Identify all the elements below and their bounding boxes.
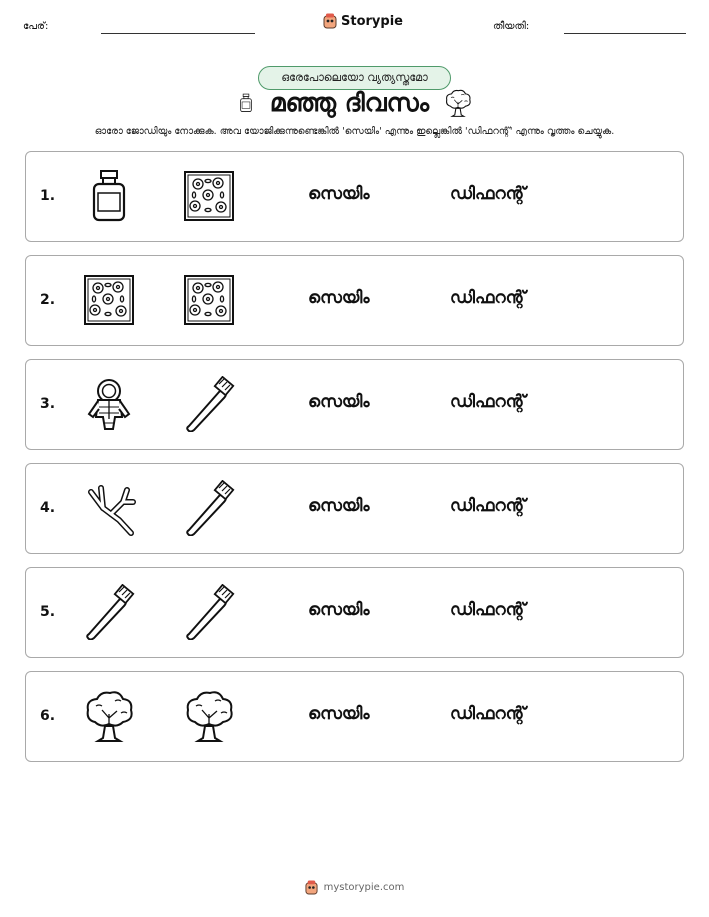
toothbrush-icon: [81, 584, 137, 640]
date-field[interactable]: [564, 33, 686, 34]
worksheet-type-badge: ഒരേപോലെയോ വ്യത്യസ്തമോ: [258, 66, 451, 90]
question-number: 2.: [40, 292, 56, 308]
bottle-icon: [236, 92, 256, 114]
brand-name: Storypie: [341, 13, 403, 29]
different-option[interactable]: ഡിഫറന്റ്: [450, 496, 526, 516]
different-option[interactable]: ഡിഫറന്റ്: [450, 288, 526, 308]
instructions: ഓരോ ജോഡിയും നോക്കുക. അവ യോജിക്കുന്നുണ്ടെങ്കിൽ 'സെയിം' എന്നും ഇല്ലെങ്കിൽ 'ഡിഫറന്റ്' എന്നും വൃത്തം ചെയ്യുക.: [94, 126, 615, 137]
toothbrush-icon: [181, 584, 237, 640]
footer: [0, 880, 709, 895]
question-card: [25, 359, 684, 450]
tree-icon: [443, 88, 473, 118]
different-option[interactable]: ഡിഫറന്റ്: [450, 184, 526, 204]
footer-url: mystorypie.com: [323, 882, 405, 893]
brand-logo: [323, 13, 403, 29]
same-option[interactable]: സെയിം: [308, 392, 370, 412]
tree-icon: [81, 688, 137, 744]
question-card: [25, 671, 684, 762]
same-option[interactable]: സെയിം: [308, 288, 370, 308]
same-option[interactable]: സെയിം: [308, 704, 370, 724]
name-label: പേര്:: [23, 21, 49, 32]
fabric-icon: [181, 272, 237, 328]
storypie-logo-icon: [323, 13, 337, 29]
fabric-icon: [81, 272, 137, 328]
toothbrush-icon: [181, 376, 237, 432]
worksheet-title: [0, 88, 709, 118]
snowsuit-icon: [81, 376, 137, 432]
same-option[interactable]: സെയിം: [308, 184, 370, 204]
different-option[interactable]: ഡിഫറന്റ്: [450, 392, 526, 412]
question-card: [25, 255, 684, 346]
different-option[interactable]: ഡിഫറന്റ്: [450, 704, 526, 724]
question-card: [25, 151, 684, 242]
question-card: [25, 567, 684, 658]
question-number: 5.: [40, 604, 56, 620]
bottle-icon: [81, 168, 137, 224]
same-option[interactable]: സെയിം: [308, 600, 370, 620]
question-number: 1.: [40, 188, 56, 204]
question-number: 4.: [40, 500, 56, 516]
question-card: [25, 463, 684, 554]
page-title: മഞ്ഞു ദിവസം: [269, 88, 430, 117]
name-field[interactable]: [101, 33, 255, 34]
question-number: 6.: [40, 708, 56, 724]
storypie-logo-icon: [305, 880, 318, 895]
different-option[interactable]: ഡിഫറന്റ്: [450, 600, 526, 620]
same-option[interactable]: സെയിം: [308, 496, 370, 516]
date-label: തീയതി:: [493, 21, 530, 32]
fabric-icon: [181, 168, 237, 224]
question-number: 3.: [40, 396, 56, 412]
tree-icon: [181, 688, 237, 744]
toothbrush-icon: [181, 480, 237, 536]
branch-icon: [81, 480, 137, 536]
